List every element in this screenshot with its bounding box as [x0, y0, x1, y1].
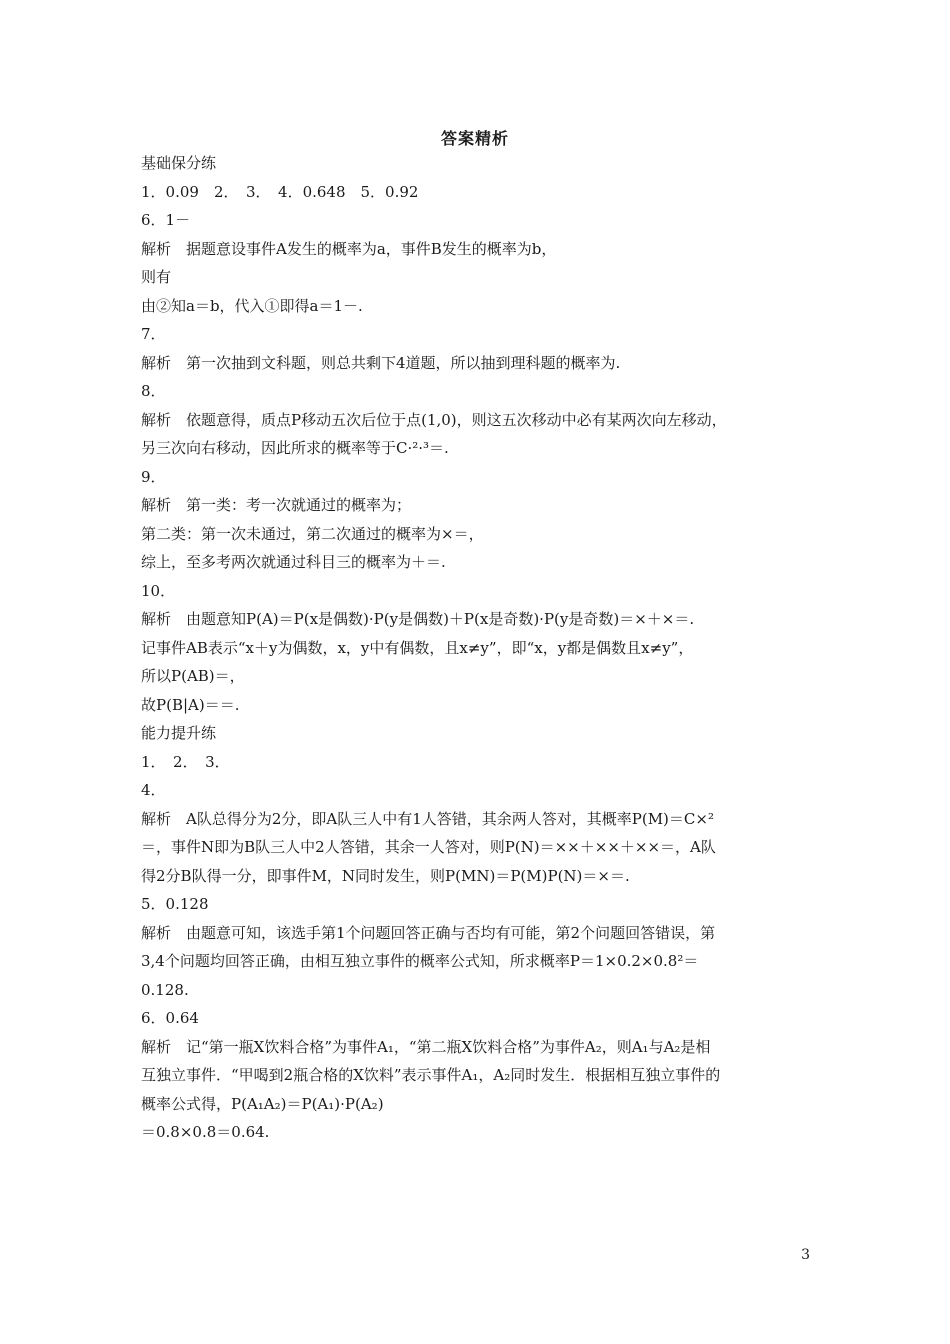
answer-line: 6．0.64	[141, 1009, 199, 1027]
explanation-line: 故P(B|A)＝＝.	[141, 695, 240, 714]
answer-line: 6．1－	[141, 211, 191, 229]
explanation-line: 解析 由题意可知，该选手第1个问题回答正确与否均有可能，第2个问题回答错误，第	[141, 923, 716, 942]
page-number: 3	[801, 1247, 810, 1263]
answer-line: 5．0.128	[141, 895, 209, 913]
explanation-line: 解析 第一次抽到文科题，则总共剩下4道题，所以抽到理科题的概率为.	[141, 353, 621, 372]
explanation-line: 解析 据题意设事件A发生的概率为a，事件B发生的概率为b，	[141, 239, 557, 258]
explanation-line: ＝，事件N即为B队三人中2人答错，其余一人答对，则P(N)＝××＋××＋××＝，A队	[141, 838, 716, 856]
explanation-line: 记事件AB表示“x＋y为偶数，x，y中有偶数，且x≠y”，即“x，y都是偶数且x≠y”，	[141, 638, 694, 657]
answer-line: 1． 2． 3．	[141, 752, 230, 771]
explanation-line: 另三次向右移动，因此所求的概率等于C·²·³＝.	[141, 439, 449, 457]
explanation-line: ＝0.8×0.8＝0.64.	[141, 1123, 270, 1141]
answer-line: 8．	[141, 382, 166, 400]
explanation-line: 综上，至多考两次就通过科目三的概率为＋＝.	[141, 553, 446, 571]
explanation-line: 则有	[141, 268, 172, 286]
explanation-line: 得2分B队得一分，即事件M，N同时发生，则P(MN)＝P(M)P(N)＝×＝.	[141, 866, 630, 885]
answer-line: 4．	[141, 781, 166, 799]
explanation-line: 概率公式得，P(A₁A₂)＝P(A₁)·P(A₂)	[141, 1094, 384, 1113]
explanation-line: 解析 依题意得，质点P移动五次后位于点(1,0)，则这五次移动中必有某两次向左移动，	[141, 410, 727, 429]
answer-line: 9．	[141, 467, 166, 486]
answer-line: 10．	[141, 581, 176, 600]
section-heading-advanced: 能力提升练	[141, 724, 217, 742]
answer-line: 7．	[141, 325, 166, 343]
explanation-line: 解析 记“第一瓶X饮料合格”为事件A₁，“第二瓶X饮料合格”为事件A₂，则A₁与A₂是相	[141, 1037, 711, 1056]
explanation-line: 第二类：第一次未通过，第二次通过的概率为×＝，	[141, 524, 484, 543]
explanation-line: 所以P(AB)＝，	[141, 667, 245, 685]
page-title: 答案精析	[440, 129, 509, 148]
explanation-line: 由②知a＝b，代入①即得a＝1－.	[141, 296, 363, 315]
explanation-line: 解析 第一类：考一次就通过的概率为；	[141, 496, 412, 514]
explanation-line: 解析 由题意知P(A)＝P(x是偶数)·P(y是偶数)＋P(x是奇数)·P(y是奇数)＝×＋×＝.	[141, 610, 695, 628]
explanation-line: 互独立事件．“甲喝到2瓶合格的X饮料”表示事件A₁，A₂同时发生．根据相互独立事件的	[141, 1066, 721, 1084]
answer-content	[141, 149, 821, 1147]
explanation-line: 解析 A队总得分为2分，即A队三人中有1人答错，其余两人答对，其概率P(M)＝C×²	[141, 809, 714, 828]
explanation-line: 0.128.	[141, 980, 189, 999]
answer-line: 1．0.09 2． 3． 4．0.648 5．0.92	[141, 182, 419, 201]
explanation-line: 3,4个问题均回答正确，由相互独立事件的概率公式知，所求概率P＝1×0.2×0.8²＝	[141, 952, 699, 970]
section-heading-basic: 基础保分练	[141, 154, 217, 172]
